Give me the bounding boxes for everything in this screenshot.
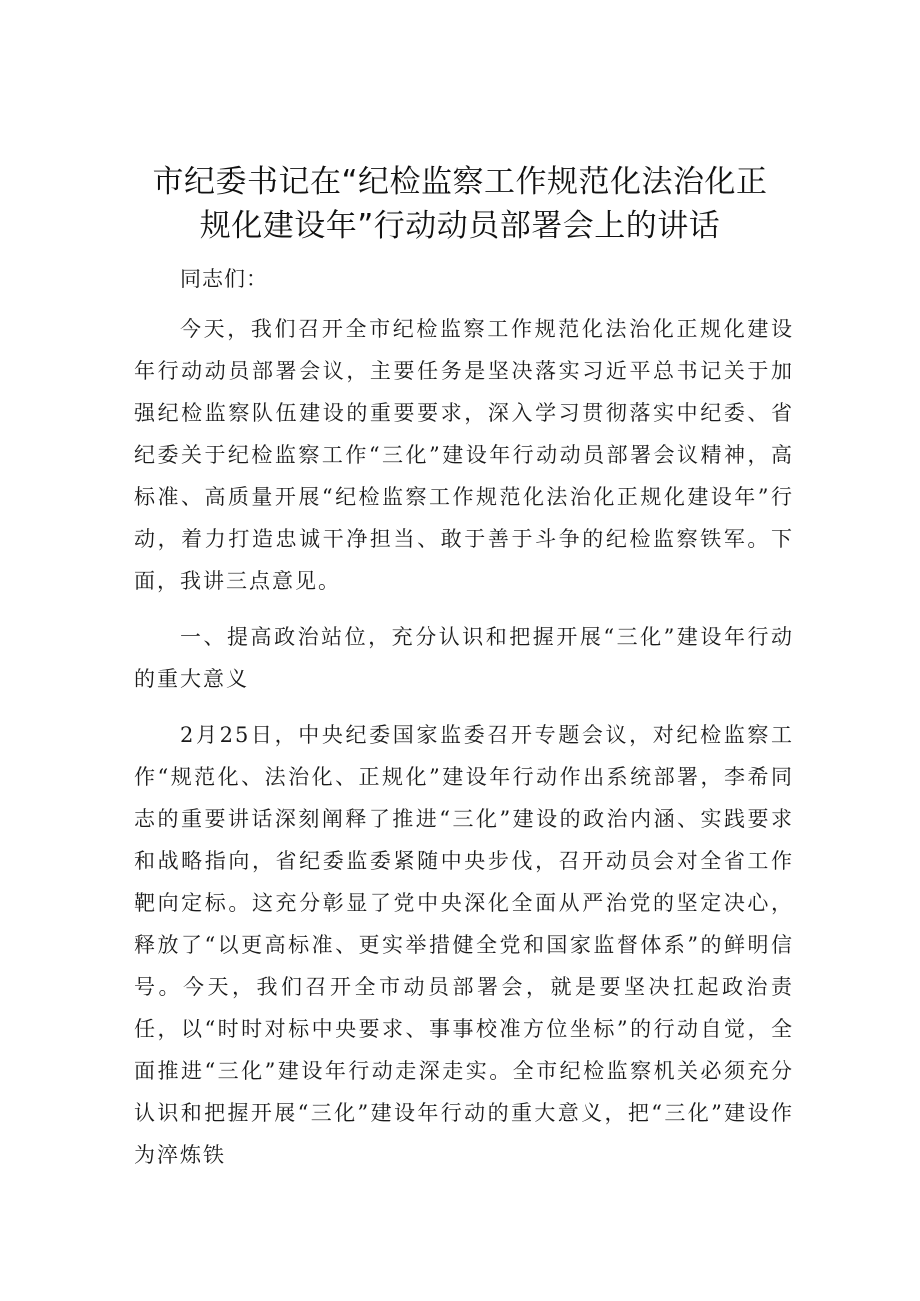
paragraph-section-1: 2月25日，中央纪委国家监委召开专题会议，对纪检监察工作“规范化、法治化、正规化”建设年行动作出系统部署，李希同志的重要讲话深刻阐释了推进“三化”建设的政治内涵、实践要求和战略指向，省纪委监委紧随中央步伐，召开动员会对全省工作靶向定标。这充分彰显了党中央深化全面从严治党的坚定决心，释放了“以更高标准、更实举措健全党和国家监督体系”的鲜明信号。今天，我们召开全市动员部署会，就是要坚决扛起政治责任，以“时时对标中央要求、事事校准方位坐标”的行动自觉，全面推进“三化”建设年行动走深走实。全市纪检监察机关必须充分认识和把握开展“三化”建设年行动的重大意义，把“三化”建设作为淬炼铁 — [134, 723, 794, 1167]
document-body — [134, 262, 794, 1190]
document-title — [140, 160, 780, 248]
section-heading-1: 一、提高政治站位，充分认识和把握开展“三化”建设年行动的重大意义 — [134, 625, 794, 691]
title-line-1: 市纪委书记在“纪检监察工作规范化法治化正 — [152, 164, 768, 200]
salutation: 同志们： — [180, 267, 268, 291]
paragraph-intro: 今天，我们召开全市纪检监察工作规范化法治化正规化建设年行动动员部署会议，主要任务是坚决落实习近平总书记关于加强纪检监察队伍建设的重要要求，深入学习贯彻落实中纪委、省纪委关于纪检监察工作“三化”建设年行动动员部署会议精神，高标准、高质量开展“纪检监察工作规范化法治化正规化建设年”行动，着力打造忠诚干净担当、敢于善于斗争的纪检监察铁军。下面，我讲三点意见。 — [134, 317, 794, 593]
title-line-2: 规化建设年”行动动员部署会上的讲话 — [199, 208, 721, 244]
